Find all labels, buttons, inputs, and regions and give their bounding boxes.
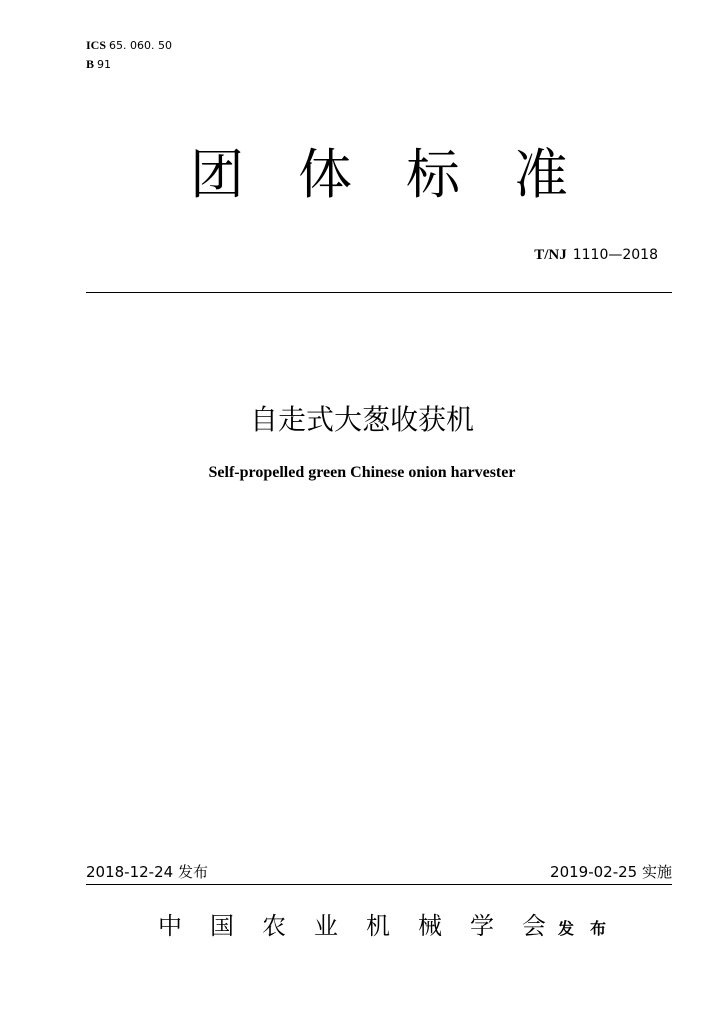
publisher-char: 国 [210,912,234,940]
standard-prefix: T/NJ [534,247,567,263]
standard-code [534,244,658,265]
publisher-char: 机 [366,912,390,940]
ics-value: 65. 060. 50 [109,39,172,52]
publisher-char: 中 [158,912,182,940]
publisher-char: 会 [522,912,546,940]
publisher-char: 械 [418,912,442,940]
top-divider [86,292,672,293]
document-type-heading [0,140,724,210]
title-chinese: 自走式大葱收获机 [249,403,474,436]
ccs-line [86,55,172,74]
publisher-suffix-char: 发 [558,919,575,938]
doc-type-char: 准 [514,143,568,206]
publisher [158,906,658,946]
doc-type-char: 体 [298,143,352,206]
bottom-divider [86,884,672,885]
publisher-char: 学 [470,912,494,940]
classification-block [86,36,172,74]
publisher-suffix-char: 布 [590,919,607,938]
issue-date: 2018-12-24 发布 [86,863,208,881]
doc-type-char: 团 [190,143,244,206]
ics-key: ICS [86,38,107,52]
title-english: Self-propelled green Chinese onion harvester [208,464,516,481]
standard-number: 1110—2018 [572,247,658,263]
implement-date: 2019-02-25 实施 [550,863,672,881]
ccs-key: B [86,57,95,71]
ccs-value: 91 [97,58,112,71]
publisher-char: 农 [262,912,286,940]
publisher-char: 业 [314,912,338,940]
doc-type-char: 标 [406,143,460,206]
ics-line [86,36,172,55]
